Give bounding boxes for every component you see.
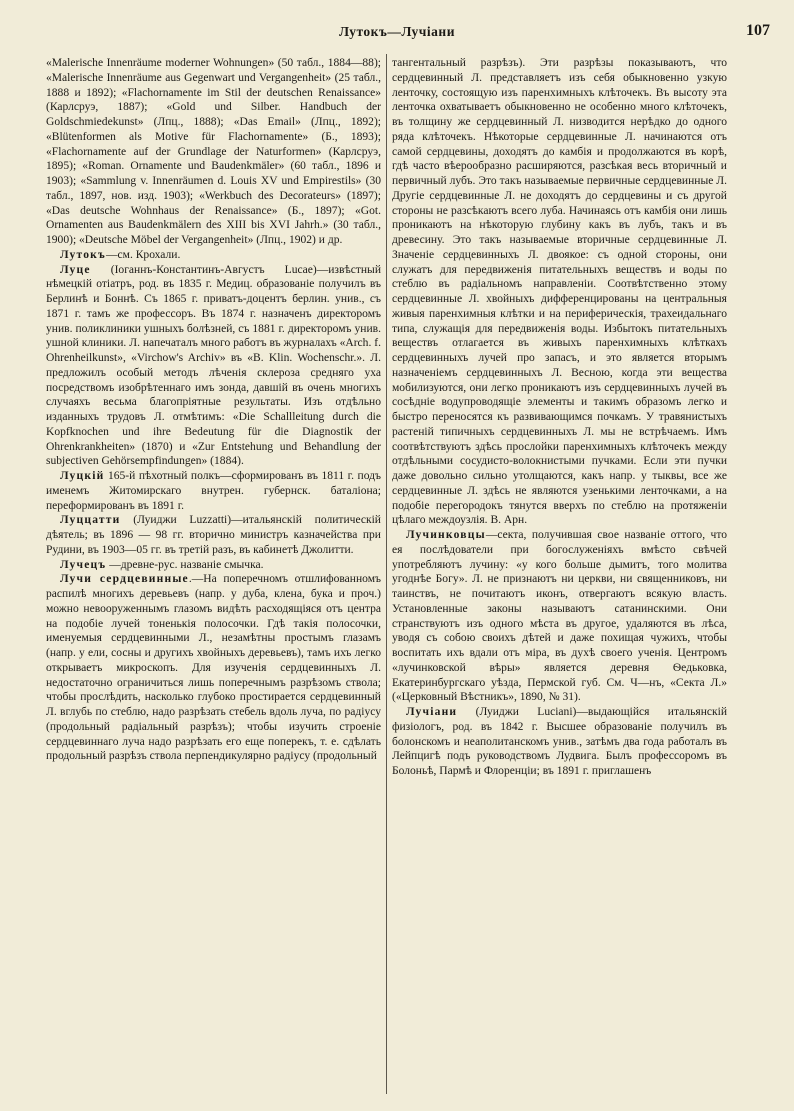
entry-text: —см. Крохали.	[105, 248, 181, 261]
entry-lutok	[46, 248, 381, 263]
entry-text: «Malerische Innenräume moderner Wohnungen» (50 табл., 1884—88); «Malerische Innenräume aus Gegenwart und Vergangenheit» (25 табл., 1888 и 1892); «Flachornamente im Stil der deutschen Renaissance» (Карлсруэ, 1887); «Gold und Silber. Handbuch der Goldschmiedekunst» (Лпц., 1888); «Das Email» (Лпц., 1892); «Blütenformen als Motive für Flachornamente» (Б., 1893); «Flachornamente auf der Grundlage der Naturformen» (Карлсруэ, 1895); «Roman. Ornamente und Baudenkmäler» (60 табл., 1896 и 1903); «Sammlung v. Innenräumen d. Louis XV und Empirestils» (30 табл., 1897, нов. изд. 1903); «Werkbuch des Decorateurs» (1897); «Das deutsche Wohnhaus der Renaissance» (Б., 1897); «Got. Ornamenten aus Baudenkmälern des XIII bis XVI Jahrh.» (30 табл., 1900); «Deutsche Möbel der Vergangenheit» (Лпц., 1902) и др.	[46, 57, 381, 246]
entry-text: —древне-рус. названiе смычка.	[109, 558, 264, 571]
entry-lutse	[46, 263, 381, 470]
entry-headword: Лутокъ	[60, 248, 106, 261]
entry-text: 165-й пѣхотный полкъ—сформированъ въ 1811 г. подъ именемъ Житомирскаго внутрен. губернск. баталiона; переформированъ въ 1891 г.	[46, 470, 381, 512]
entry-text: (Луиджи Luciani)—выдающiйся итальянскiй физiологъ, род. въ 1842 г. Высшее образованiе получилъ въ болонскомъ и неаполитанскомъ унив., затѣмъ два года работалъ въ Лейпцигѣ подъ руководствомъ Лудвига. Былъ профессоромъ въ Болоньѣ, Пармѣ и Флоренцiи; въ 1891 г. приглашенъ	[392, 706, 727, 777]
right-column	[392, 56, 727, 1096]
entry-luchinkovtsy	[392, 528, 727, 705]
running-head	[0, 22, 794, 44]
entry-continuation	[46, 56, 381, 248]
entry-headword: Лучинковцы	[406, 529, 486, 541]
running-head-title: Лутокъ—Лучiани	[339, 24, 455, 39]
entry-text: .—На поперечномъ отшлифованномъ распилѣ многихъ деревьевъ (напр. у дуба, клена, бука и проч.) можно невооруженнымъ глазомъ видѣть расходящiяся отъ центра на подобiе лучей тоненькiя полосочки. Гдѣ такiя полосочки, именуемыя сердцевинными Л., незамѣтны простымъ глазамъ (напр. у ели, сосны и другихъ хвойныхъ деревьевъ), тамъ ихъ легко открываетъ микроскопъ. Для изученiя сердцевинныхъ Л. недостаточно ограничиться лишь поперечнымъ разрѣзомъ ствола; чтобы прослѣдить, насколько глубоко простирается сердцевинный Л. вглубь по стеблю, надо разрѣзать стебель вдоль луча, по радiусу (продольный радiальный разрѣзъ); чтобы изучить строенiе сердцевиннаго луча надо разрѣзать его еще поперекъ, т. е. сдѣлать продольный разрѣзъ ствола перпендикулярно радiусу (продольный	[46, 573, 381, 763]
column-divider	[386, 54, 387, 1094]
left-column	[46, 56, 381, 1096]
entry-text: тангентальный разрѣзъ). Эти разрѣзы показываютъ, что сердцевинный Л. представляетъ изъ себя обыкновенно узкую ленточку, состоящую изъ паренхимныхъ клѣточекъ. Въ высоту эта ленточка охватываетъ обыкновенно не особенно много клѣточекъ, въ толщину же сердцевинный Л. низводится нерѣдко до одного ряда клѣточекъ. Нѣкоторые сердцевинные Л. начинаются отъ самой сердцевины, доходятъ до камбiя и продолжаются въ корѣ, гдѣ часто вѣерообразно расширяются, разсѣкая весь вторичный и первичный лубъ. Это такъ называемые первичные сердцевинные Л. Другiе сердцевинные Л. не доходятъ до сердцевины и съ другой стороны не разсѣкаютъ всего луба. Начинаясь отъ камбiя они лишь проникаютъ на нѣкоторую глубину какъ въ лубъ, такъ и въ древесину. Это такъ называемые вторичные сердцевинные Л. Значенiе сердцевинныхъ Л. двоякое: съ одной стороны, они служатъ для передвиженiя питательныхъ веществъ и воды по стеблю въ радiальномъ направленiи. Соотвѣтственно этому сердцевинные Л. хвойныхъ дифференцированы на центральныя живыя паренхимныя клѣтки и на периферическiя, трахеидальнаго типа, служащiя для передвиженiя воды. Избытокъ питательныхъ веществъ отлагается въ живыхъ паренхимныхъ клѣткахъ сердцевинныхъ лучей про запасъ, и это является вторымъ назначенiемъ сердцевинныхъ Л. Весною, когда эти вещества мобилизуются, они легко проникаютъ изъ сердцевинныхъ лучей въ сосѣднiе водупроводящiе элементы и такимъ образомъ легко и быстро переносятся къ развивающимся почкамъ. У травянистыхъ растенiй типичныхъ сердцевинныхъ Л. мы не встрѣчаемъ. Имъ соотвѣтствуютъ здѣсь прослойки паренхимныхъ клѣточекъ между отдѣльными сосудисто-волокнистыми пучками. Если эти пучки даже довольно сильно утолщаются, какъ напр. у тыквы, все же сердцевинные Л. здѣсь не являются узенькими ленточками, а на подобiе перегородокъ тянутся вверхъ по стеблю на протяженiи цѣлаго междоузлiя. В. Арн.	[392, 57, 727, 527]
entry-text: (Луиджи Luzzatti)—итальянскiй политическiй дѣятель; въ 1896 — 98 гг. вторично министръ казначейства при Рудини, въ 1903—05 гг. въ третiй разъ, въ кабинетѣ Джолитти.	[46, 514, 381, 556]
entry-headword: Луццатти	[60, 514, 121, 527]
entry-headword: Лучецъ	[60, 558, 107, 571]
entry-headword: Луцкiй	[60, 470, 105, 482]
entry-medullary-rays	[46, 572, 381, 764]
entry-lutsky	[46, 469, 381, 513]
entry-text: —секта, получившая свое названiе оттого, что ея послѣдователи при богослуженiяхъ вмѣсто свѣчей употребляютъ лучину: «у кого больше дымитъ, того молитва угоднѣе Богу». Л. не признаютъ ни церкви, ни священниковъ, ни таинствъ, не почитаютъ иконъ, отвергаютъ всякую власть. Установленные законы называютъ сатанинскими. Они странствуютъ изъ одного мѣста въ другое, удаляются въ лѣса, уводя съ собою своихъ дѣтей и даже похищая чужихъ, чтобы воспитать ихъ вдали отъ мiра, въ духѣ своего ученiя. Центромъ «лучинковской вѣры» является деревня Ѳедьковка, Екатеринбургскаго уѣзда, Пермской губ. См. Ч—нъ, «Секта Л.» («Церковный Вѣстникъ», 1890, № 31).	[392, 529, 727, 704]
entry-continuation	[392, 56, 727, 528]
entry-headword: Лучи сердцевинные	[60, 573, 189, 586]
entry-headword: Лучiани	[406, 706, 458, 718]
entry-luciani	[392, 705, 727, 779]
entry-luchets	[46, 558, 381, 573]
entry-luzzatti	[46, 513, 381, 557]
entry-headword: Луце	[60, 263, 91, 276]
page-number: 107	[746, 22, 770, 39]
entry-text: (Iоганнъ-Константинъ-Августъ Lucae)—извѣстный нѣмецкiй отiатръ, род. въ 1835 г. Медиц. образованiе получилъ въ Берлинѣ и Боннѣ. Съ 1865 г. приватъ-доцентъ берлин. унив., съ 1871 г. тамъ же профессоръ. Въ 1874 г. назначенъ директоромъ унив. поликлиники ушныхъ болѣзней, съ 1881 г. директоромъ унив. ушной клиники. Л. напечаталъ много работъ въ журналахъ «Arch. f. Ohrenheilkunst», «Virchow's Archiv» въ «B. Klin. Wochenschr.». Л. предложилъ особый методъ лѣченiя склероза средняго уха посредствомъ изобрѣтеннаго имъ зонда, давшiй въ очень многихъ случаяхъ весьма благопрiятные результаты. Изъ отдѣльно изданныхъ трудовъ Л. отмѣтимъ: «Die Schallleitung durch die Kopfknochen und ihre Bedeutung für die Diagnostik der Ohrenkrankheiten» (1870) и «Zur Entstehung und Behandlung der subjectiven Gehörsempfindungen» (1884).	[46, 263, 381, 468]
